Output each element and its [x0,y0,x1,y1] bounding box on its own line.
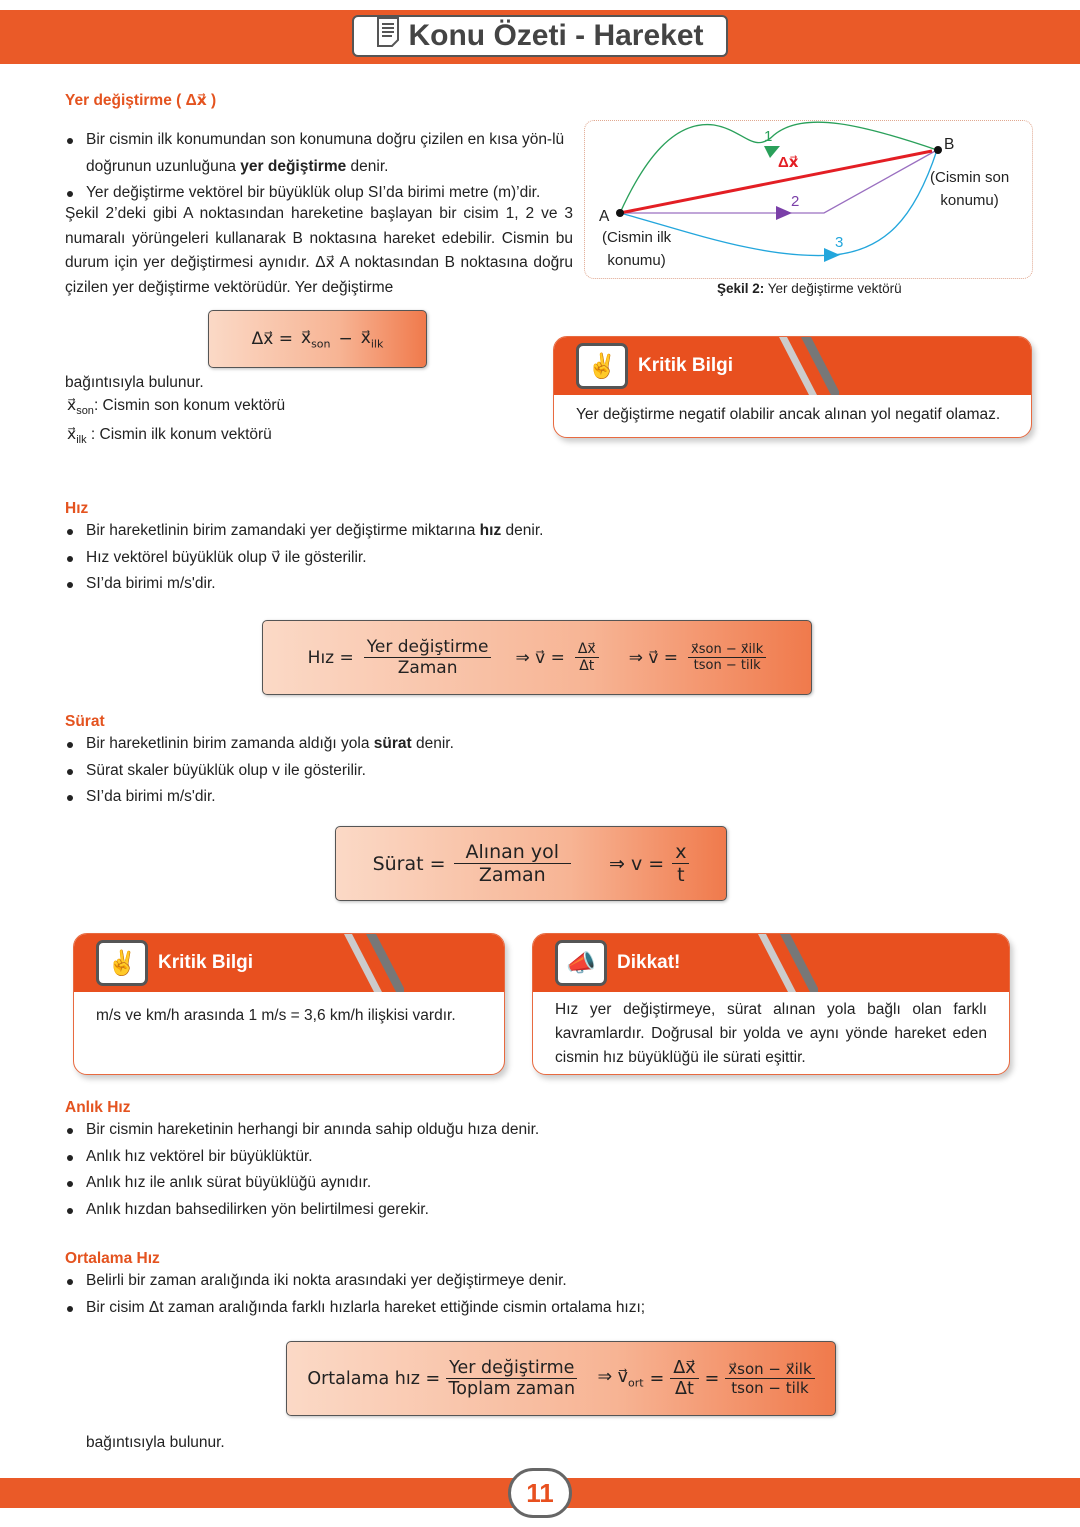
list-item: Bir hareketlinin birim zamanda aldığı yola sürat denir. [65,731,454,758]
hand-icon: ✌ [96,940,148,986]
after-text: bağıntısıyla bulunur. [86,1434,225,1451]
list-item: Hız vektörel büyüklük olup v⃗ ile gösterilir. [65,545,543,572]
anlik-hiz-bullets [65,1117,539,1223]
formula-box-surat: Sürat = $\frac{\text{Alınan yol}}{\text{Zaman}}$ ⇒ v = $\frac{x}{t}$ [335,826,727,901]
list-item: Bir cismin ilk konumundan son konumuna doğru çizilen en kısa yön-lü doğrunun uzunluğuna yer değiştirme denir. [65,127,575,180]
stripes-decoration [344,934,404,992]
point-a-desc: (Cismin ilk konumu) [602,229,672,269]
list-item: Belirli bir zaman aralığında iki nokta arasındaki yer değiştirmeye denir. [65,1268,645,1295]
list-item: Yer değiştirme vektörel bir büyüklük olup SI’da birimi metre (m)’dir. [65,180,575,207]
stripes-decoration [758,934,818,992]
section-heading-surat: Sürat [65,713,105,730]
path-label-3: 3 [835,234,844,251]
path-label-2: 2 [791,193,800,210]
page-title: Konu Özeti - Hareket [352,15,728,57]
definitions: $x⃗_{son}$: Cismin son konum vektörü $x⃗_{ilk}$ : Cismin ilk konum vektörü [67,397,286,447]
section-heading-ortalama-hiz: Ortalama Hız [65,1250,160,1267]
list-item: Sürat skaler büyüklük olup v ile gösterilir. [65,758,454,785]
page-number: 11 [508,1468,572,1518]
hiz-bullets [65,518,543,598]
after-text: bağıntısıyla bulunur. [65,374,204,391]
list-item: Bir cismin hareketinin herhangi bir anında sahip olduğu hıza denir. [65,1117,539,1144]
vector-label: Δx⃗ [778,154,799,171]
section-heading-anlik-hiz: Anlık Hız [65,1099,131,1116]
point-b-desc: (Cismin son konumu) [930,169,1010,209]
figure-caption: Şekil 2: Yer değiştirme vektörü [717,281,902,296]
list-item: SI’da birimi m/s'dir. [65,784,454,811]
section-heading-hiz: Hız [65,500,89,517]
list-item: Anlık hızdan bahsedilirken yön belirtilmesi gerekir. [65,1197,539,1224]
point-b-label: B [944,136,955,153]
list-item: Bir hareketlinin birim zamandaki yer değiştirme miktarına hız denir. [65,518,543,545]
stripes-decoration [779,337,839,395]
yer-degistirme-bullets [65,127,575,207]
ortalama-hiz-bullets [65,1268,645,1321]
point-a-label: A [599,208,610,225]
surat-bullets [65,731,454,811]
hand-icon: ✌ [576,343,628,389]
dikkat-card: 📣 Dikkat! Hız yer değiştirmeye, sürat alınan yola bağlı olan farklı kavramlardır. Doğrusal bir yolda ve aynı yönde hareket eden cismin hız büyüklüğü ile sürati eşittir. [532,933,1010,1075]
kritik-bilgi-card-2: ✌ Kritik Bilgi m/s ve km/h arasında 1 m/s = 3,6 km/h ilişkisi vardır. [73,933,505,1075]
list-item: Bir cisim Δt zaman aralığında farklı hızlarla hareket ettiğinde cismin ortalama hızı; [65,1295,645,1322]
document-icon [376,16,402,56]
list-item: Anlık hız ile anlık sürat büyüklüğü aynıdır. [65,1170,539,1197]
paragraph: Şekil 2’deki gibi A noktasından hareketine başlayan bir cisim 1, 2 ve 3 numaralı yörüngeleri kullanarak B noktasına hareket edebilir. Cismin bu durum için yer değiştirmesi aynıdır. Δx⃗ A noktasından B noktasına doğru çizilen yer değiştirme vektörüdür. Yer değiştirme [65,205,573,296]
list-item: SI’da birimi m/s'dir. [65,571,543,598]
section-heading-yer-degistirme: Yer değiştirme ( Δx⃗ ) [65,92,217,109]
megaphone-icon: 📣 [555,940,607,986]
arrow-2-icon [776,206,792,220]
kritik-bilgi-card: ✌ Kritik Bilgi Yer değiştirme negatif olabilir ancak alınan yol negatif olamaz. [553,336,1032,438]
list-item: Anlık hız vektörel bir büyüklüktür. [65,1144,539,1171]
path-label-1: 1 [764,128,773,145]
formula-box-hiz: Hız = $\frac{\text{Yer değiştirme}}{\text{Zaman}}$ ⇒ v⃗ = $\frac{\Delta x⃗}{\Delta t}$ ⇒ v⃗ = $\frac{\text{x⃗son − x⃗ilk}}{\text{tson − tilk}}$ [262,620,812,695]
formula-box-yer-degistirme: Δx⃗ = $x⃗_{son}$ − $x⃗_{ilk}$ [208,310,427,368]
formula-box-ortalama-hiz: Ortalama hız = $\frac{\text{Yer değiştirme}}{\text{Toplam zaman}}$ ⇒ $v⃗_{ort}$ = $\frac{\Delta x⃗}{\Delta t}$ = $\frac{\text{x⃗son − x⃗ilk}}{\text{tson − tilk}}$ [286,1341,836,1416]
